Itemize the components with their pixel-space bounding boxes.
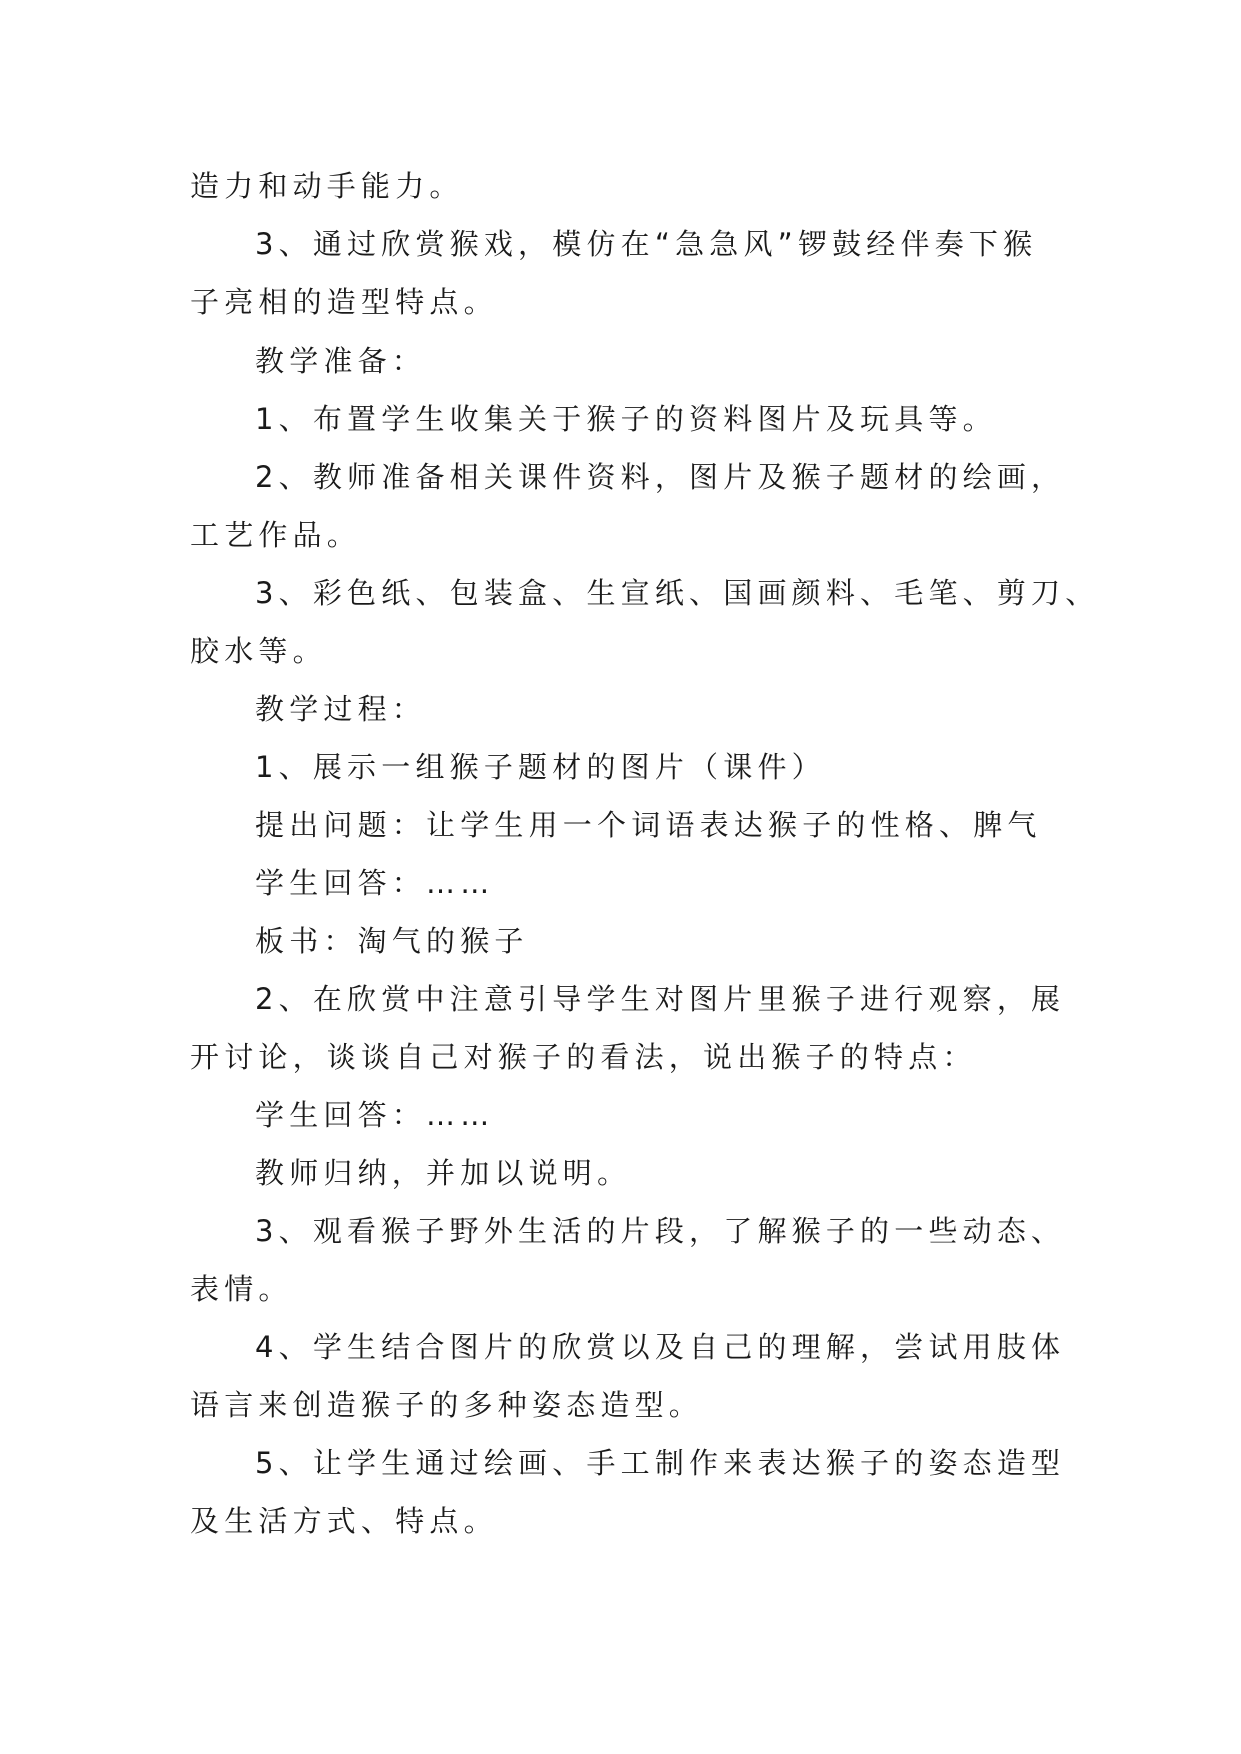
text-line: 开讨论，谈谈自己对猴子的看法，说出猴子的特点：: [190, 1040, 977, 1074]
text-line: 3、彩色纸、包装盒、生宣纸、国画颜料、毛笔、剪刀、: [255, 576, 1100, 610]
text-line: 提出问题：让学生用一个词语表达猴子的性格、脾气: [255, 808, 1042, 842]
text-line: 2、在欣赏中注意引导学生对图片里猴子进行观察，展: [255, 982, 1066, 1016]
text-line: 2、教师准备相关课件资料，图片及猴子题材的绘画，: [255, 460, 1066, 494]
text-line: 教师归纳，并加以说明。: [255, 1156, 632, 1190]
text-line: 3、观看猴子野外生活的片段，了解猴子的一些动态、: [255, 1214, 1066, 1248]
text-line: 1、布置学生收集关于猴子的资料图片及玩具等。: [255, 402, 997, 436]
section-heading: 教学准备：: [255, 344, 427, 378]
text-line: 学生回答：……: [255, 1098, 495, 1132]
text-line: 表情。: [190, 1272, 293, 1306]
text-line: 4、学生结合图片的欣赏以及自己的理解，尝试用肢体: [255, 1330, 1066, 1364]
text-line: 语言来创造猴子的多种姿态造型。: [190, 1388, 704, 1422]
section-heading: 教学过程：: [255, 692, 427, 726]
text-line: 及生活方式、特点。: [190, 1504, 498, 1538]
text-line: 3、通过欣赏猴戏，模仿在“急急风”锣鼓经伴奏下猴: [255, 227, 1038, 261]
text-line: 胶水等。: [190, 634, 327, 668]
text-line: 造力和动手能力。: [190, 169, 464, 203]
text-line: 板书：淘气的猴子: [255, 924, 529, 958]
text-line: 5、让学生通过绘画、手工制作来表达猴子的姿态造型: [255, 1446, 1066, 1480]
text-line: 子亮相的造型特点。: [190, 285, 498, 319]
text-line: 学生回答：……: [255, 866, 495, 900]
text-line: 1、展示一组猴子题材的图片（课件）: [255, 750, 826, 784]
text-line: 工艺作品。: [190, 518, 362, 552]
